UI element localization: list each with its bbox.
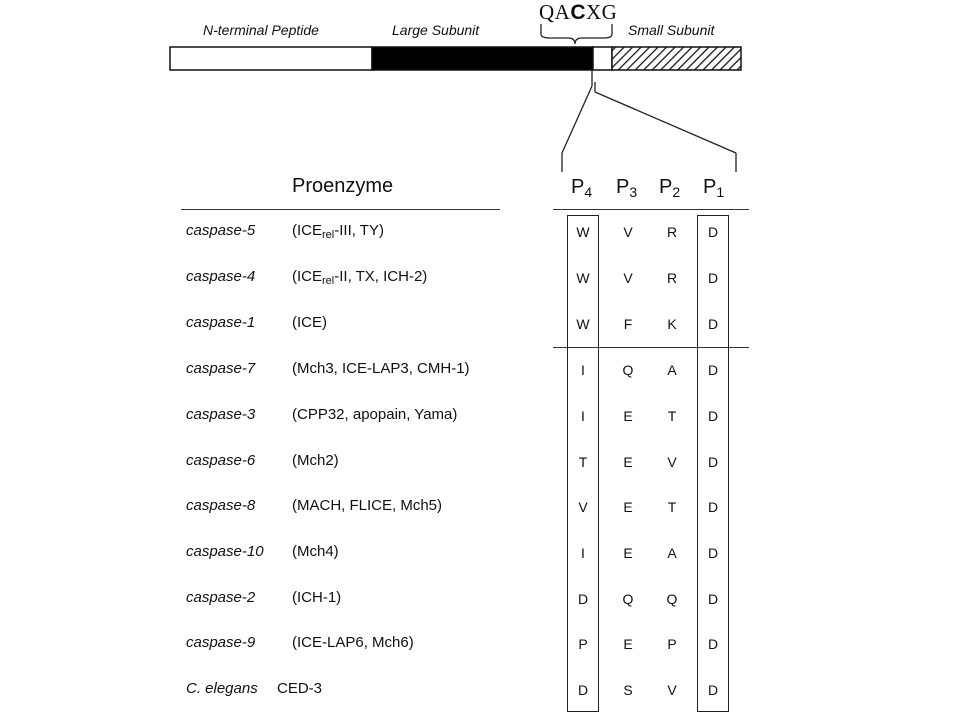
- small-subunit-segment: [612, 47, 741, 70]
- residue-p3: E: [623, 545, 633, 561]
- residue-p3: Q: [622, 591, 634, 607]
- connector-right: [595, 92, 736, 153]
- residue-p4: P: [578, 636, 588, 652]
- motif-suffix: XG: [586, 0, 618, 24]
- alias-text: (Mch3, ICE-LAP3, CMH-1): [292, 360, 470, 377]
- row-proenzyme-aliases: [292, 406, 457, 425]
- residue-p4: W: [576, 270, 590, 286]
- row-proenzyme-aliases: [277, 680, 322, 699]
- residue-p4: I: [581, 362, 585, 378]
- residue-p2: A: [667, 362, 677, 378]
- row-proenzyme-name: caspase-5: [186, 222, 256, 239]
- residue-p2: P: [667, 636, 677, 652]
- residue-p2: V: [667, 454, 677, 470]
- row-proenzyme-name: caspase-1: [186, 314, 256, 331]
- residue-p3: Q: [622, 362, 634, 378]
- residue-p1: D: [707, 682, 719, 698]
- residue-p4: W: [576, 224, 590, 240]
- motif-prefix: QA: [539, 0, 571, 24]
- residue-p1: D: [707, 408, 719, 424]
- residue-p1: D: [707, 545, 719, 561]
- motif-brace: [541, 24, 612, 44]
- row-proenzyme-name: caspase-7: [186, 360, 256, 377]
- row-proenzyme-name: caspase-10: [186, 543, 264, 560]
- alias-text-suffix: -III, TY): [334, 222, 384, 239]
- row-proenzyme-aliases: [292, 268, 427, 287]
- row-proenzyme-name: caspase-3: [186, 406, 256, 423]
- residue-p4: D: [577, 591, 589, 607]
- alias-text: (ICE-LAP6, Mch6): [292, 634, 414, 651]
- header-p3: $P_3$: [616, 176, 638, 200]
- residue-p4: W: [576, 316, 590, 332]
- positions-header-rule: [553, 209, 749, 210]
- residue-p2: Q: [666, 591, 678, 607]
- alias-text: CED-3: [277, 680, 323, 697]
- row-proenzyme-name: caspase-2: [186, 589, 256, 606]
- residue-p1: D: [707, 270, 719, 286]
- row-proenzyme-aliases: [292, 589, 341, 608]
- residue-p3: S: [623, 682, 633, 698]
- large-subunit-segment: [372, 47, 593, 70]
- row-proenzyme-name: caspase-4: [186, 268, 256, 285]
- alias-text: (ICE: [292, 268, 322, 285]
- residue-p1: D: [707, 362, 719, 378]
- residue-p3: E: [623, 454, 633, 470]
- residue-p3: V: [623, 270, 633, 286]
- residue-p3: F: [623, 316, 633, 332]
- residue-p2: R: [666, 224, 678, 240]
- small-subunit-label: Small Subunit: [628, 22, 715, 38]
- alias-text: (ICE): [292, 314, 327, 331]
- row-proenzyme-aliases: [292, 222, 384, 241]
- residue-p1: D: [707, 499, 719, 515]
- residue-p2: A: [667, 545, 677, 561]
- alias-text: (Mch2): [292, 452, 339, 469]
- row-proenzyme-name: C. elegans: [186, 680, 258, 697]
- header-p2: $P_2$: [659, 176, 681, 200]
- residue-p1: D: [707, 591, 719, 607]
- header-p1: $P_1$: [703, 176, 725, 200]
- residue-p4: D: [577, 682, 589, 698]
- row-proenzyme-aliases: [292, 452, 339, 471]
- residue-p4: T: [578, 454, 588, 470]
- motif-catalytic-cysteine: C: [570, 1, 587, 24]
- alias-subscript: rel: [322, 229, 335, 241]
- row-proenzyme-name: caspase-6: [186, 452, 256, 469]
- residue-p1: D: [707, 636, 719, 652]
- connector-left: [562, 86, 592, 153]
- residue-p1: D: [707, 316, 719, 332]
- header-p4: $P_4$: [571, 176, 593, 200]
- alias-text: (ICE: [292, 222, 322, 239]
- residue-p2: T: [667, 499, 677, 515]
- row-proenzyme-aliases: [292, 634, 414, 653]
- cleavage-linker-segment: [593, 47, 612, 70]
- proenzyme-header-rule: [181, 209, 500, 210]
- alias-text: (Mch4): [292, 543, 339, 560]
- large-subunit-label: Large Subunit: [392, 22, 480, 38]
- residue-p2: R: [666, 270, 678, 286]
- residue-p3: E: [623, 408, 633, 424]
- row-proenzyme-name: caspase-8: [186, 497, 256, 514]
- residue-p3: V: [623, 224, 633, 240]
- alias-text-suffix: -II, TX, ICH-2): [334, 268, 428, 285]
- proenzyme-header: Proenzyme: [292, 175, 394, 197]
- residue-p3: E: [623, 499, 633, 515]
- alias-subscript: rel: [322, 275, 335, 287]
- row-proenzyme-aliases: [292, 360, 470, 379]
- row-proenzyme-aliases: [292, 497, 442, 516]
- residue-p2: K: [667, 316, 677, 332]
- n-terminal-peptide-segment: [170, 47, 372, 70]
- residue-p2: T: [667, 408, 677, 424]
- residue-p4: I: [581, 408, 585, 424]
- residue-p1: D: [707, 454, 719, 470]
- residue-p4: V: [578, 499, 588, 515]
- residue-p4: I: [581, 545, 585, 561]
- row-proenzyme-aliases: [292, 543, 339, 562]
- alias-text: (CPP32, apopain, Yama): [292, 406, 458, 423]
- residue-p1: D: [707, 224, 719, 240]
- n-terminal-peptide-label: N-terminal Peptide: [203, 22, 319, 38]
- alias-text: (ICH-1): [292, 589, 342, 606]
- residue-p2: V: [667, 682, 677, 698]
- alias-text: (MACH, FLICE, Mch5): [292, 497, 443, 514]
- row-proenzyme-aliases: [292, 314, 327, 333]
- row-proenzyme-name: caspase-9: [186, 634, 256, 651]
- residue-p3: E: [623, 636, 633, 652]
